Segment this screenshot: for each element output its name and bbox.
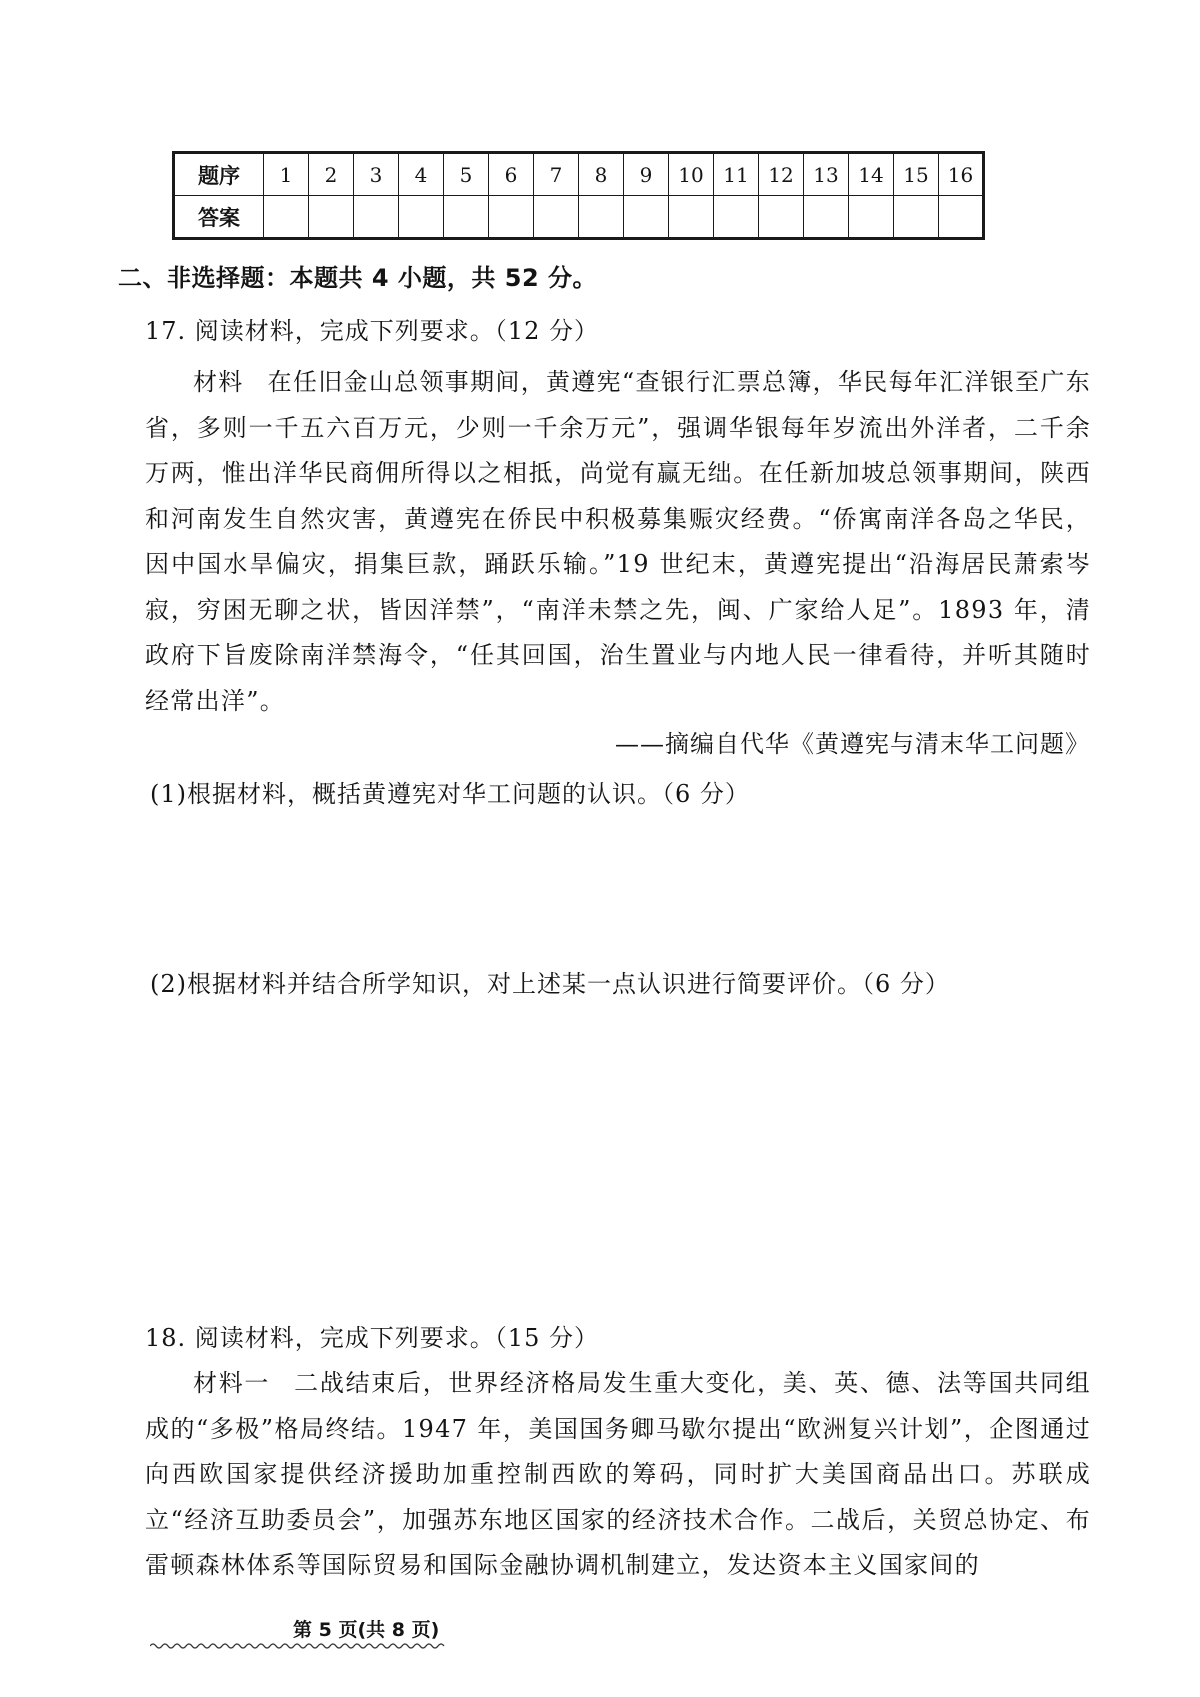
section-heading: 二、非选择题：本题共 4 小题，共 52 分。: [118, 264, 598, 292]
question-17-heading: 17. 阅读材料，完成下列要求。（12 分）: [145, 317, 599, 345]
answer-cell[interactable]: [579, 196, 624, 239]
answer-header: 答案: [174, 196, 264, 239]
answer-cell[interactable]: [759, 196, 804, 239]
answer-cell[interactable]: [714, 196, 759, 239]
question-number-cell: 16: [939, 153, 984, 196]
question-18-heading: 18. 阅读材料，完成下列要求。（15 分）: [145, 1324, 599, 1352]
material-text: 在任旧金山总领事期间，黄遵宪“查银行汇票总簿，华民每年汇洋银至广东省，多则一千五六百万元，少则一千余万元”，强调华银每年岁流出外洋者，二千余万两，惟出洋华民商佣所得以之相抵，尚觉有赢无绌。在任新加坡总领事期间，陕西和河南发生自然灾害，黄遵宪在侨民中积极募集赈灾经费。“侨寓南洋各岛之华民，因中国水旱偏灾，捐集巨款，踊跃乐输。”19 世纪末，黄遵宪提出“沿海居民萧索岑寂，穷困无聊之状，皆因洋禁”，“南洋未禁之先，闽、广家给人足”。1893 年，清政府下旨废除南洋禁海令，“任其回国，治生置业与内地人民一律看待，并听其随时经常出洋”。: [145, 368, 1091, 715]
page-number: 第 5 页(共 8 页): [293, 1619, 440, 1641]
question-number-cell: 2: [309, 153, 354, 196]
question-number-header: 题序: [174, 153, 264, 196]
answer-cell[interactable]: [534, 196, 579, 239]
material-label: 材料: [193, 368, 244, 396]
question-17-source: ——摘编自代华《黄遵宪与清末华工问题》: [615, 730, 1090, 758]
question-number-cell: 6: [489, 153, 534, 196]
question-17-sub-1: (1)根据材料，概括黄遵宪对华工问题的认识。（6 分）: [150, 780, 750, 808]
answer-cell[interactable]: [624, 196, 669, 239]
question-number-cell: 9: [624, 153, 669, 196]
answer-row: [174, 196, 984, 239]
question-number-cell: 5: [444, 153, 489, 196]
answer-cell[interactable]: [939, 196, 984, 239]
answer-cell[interactable]: [309, 196, 354, 239]
question-number-cell: 12: [759, 153, 804, 196]
answer-cell[interactable]: [264, 196, 309, 239]
answer-cell[interactable]: [894, 196, 939, 239]
question-number-cell: 4: [399, 153, 444, 196]
question-number-cell: 10: [669, 153, 714, 196]
answer-cell[interactable]: [354, 196, 399, 239]
answer-cell[interactable]: [669, 196, 714, 239]
page-footer: [0, 1615, 600, 1655]
answer-cell[interactable]: [399, 196, 444, 239]
material-text: 二战结束后，世界经济格局发生重大变化，美、英、德、法等国共同组成的“多极”格局终结。1947 年，美国国务卿马歇尔提出“欧洲复兴计划”，企图通过向西欧国家提供经济援助加重控制西欧的筹码，同时扩大美国商品出口。苏联成立“经济互助委员会”，加强苏东地区国家的经济技术合作。二战后，关贸总协定、布雷顿森林体系等国际贸易和国际金融协调机制建立，发达资本主义国家间的: [145, 1369, 1091, 1579]
question-17-material: [145, 360, 1091, 724]
question-number-row: [174, 153, 984, 196]
wavy-underline: [150, 1641, 450, 1651]
question-number-cell: 1: [264, 153, 309, 196]
question-number-cell: 11: [714, 153, 759, 196]
question-number-cell: 3: [354, 153, 399, 196]
question-number-cell: 13: [804, 153, 849, 196]
answer-cell[interactable]: [804, 196, 849, 239]
question-18-material: [145, 1361, 1091, 1589]
material-label: 材料一: [193, 1369, 271, 1397]
question-number-cell: 14: [849, 153, 894, 196]
answer-cell[interactable]: [489, 196, 534, 239]
question-number-cell: 8: [579, 153, 624, 196]
question-number-cell: 7: [534, 153, 579, 196]
answer-cell[interactable]: [444, 196, 489, 239]
answer-table: [172, 151, 985, 240]
answer-cell[interactable]: [849, 196, 894, 239]
question-17-sub-2: (2)根据材料并结合所学知识，对上述某一点认识进行简要评价。（6 分）: [150, 970, 950, 998]
question-number-cell: 15: [894, 153, 939, 196]
